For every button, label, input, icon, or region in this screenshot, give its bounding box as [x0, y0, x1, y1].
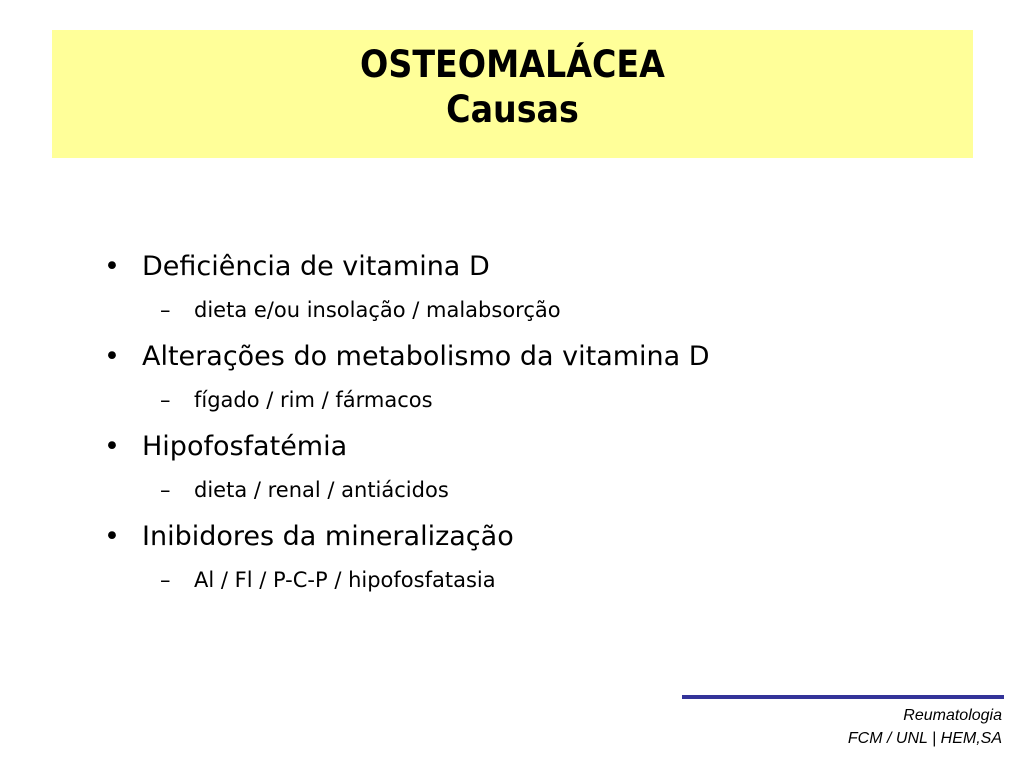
sub-bullet-marker: – [160, 298, 171, 322]
sub-bullet-text: Al / Fl / P-C-P / hipofosfatasia [194, 568, 496, 592]
bullet-text: Deficiência de vitamina D [142, 251, 490, 282]
bullet-text: Alterações do metabolismo da vitamina D [142, 341, 710, 372]
bullet-marker: • [104, 431, 120, 462]
bullet-text: Hipofosfatémia [142, 431, 348, 462]
bullet-marker: • [104, 251, 120, 282]
sub-bullet-marker: – [160, 388, 171, 412]
footer-department: Reumatologia [903, 707, 1002, 724]
footer-institution: FCM / UNL | HEM,SA [847, 730, 1002, 747]
slide-subtitle: Causas [446, 88, 579, 131]
sub-bullet-marker: – [160, 478, 171, 502]
sub-bullet-text: fígado / rim / fármacos [194, 388, 433, 412]
sub-bullet-text: dieta / renal / antiácidos [194, 478, 449, 502]
sub-bullet-text: dieta e/ou insolação / malabsorção [194, 298, 561, 322]
footer-divider [682, 695, 1004, 699]
bullet-text: Inibidores da mineralização [142, 521, 514, 552]
sub-bullet-marker: – [160, 568, 171, 592]
slide-title: OSTEOMALÁCEA [360, 43, 665, 86]
bullet-marker: • [104, 521, 120, 552]
bullet-marker: • [104, 341, 120, 372]
